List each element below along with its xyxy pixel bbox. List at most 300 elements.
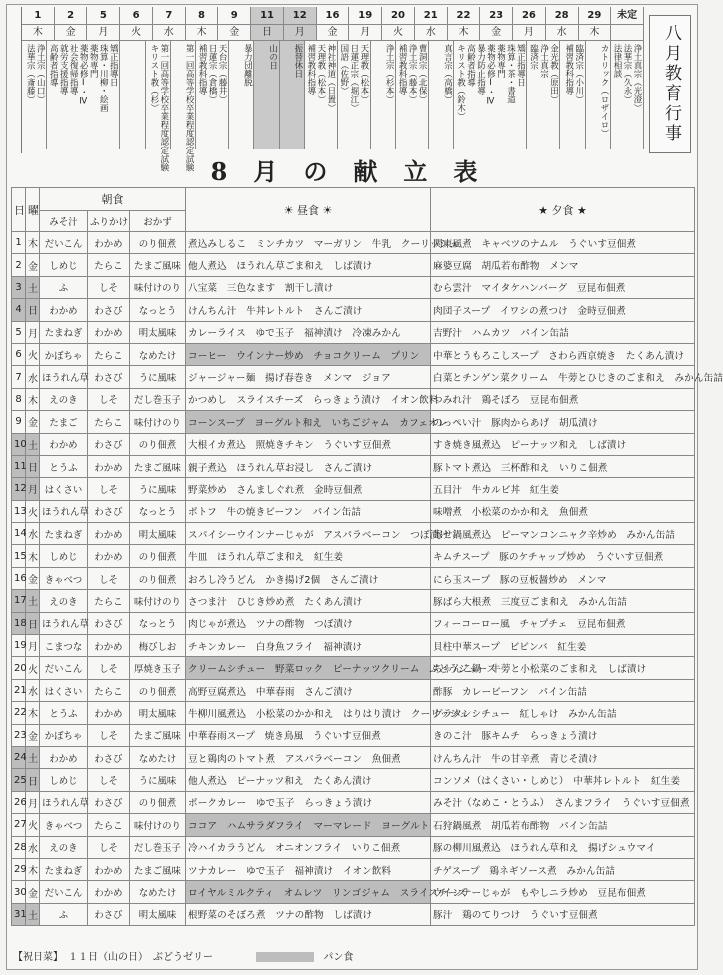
breakfast-furikake-cell: しそ — [88, 836, 130, 858]
lunch-cell: カレーライス ゆで玉子 福神漬け 冷凍みかん — [186, 321, 431, 343]
events-text: 第一回高等学校卒業程度認定試験 キリスト教（杉） — [146, 41, 171, 149]
day-cell: 7 — [12, 366, 26, 388]
breakfast-miso-cell: しめじ — [40, 254, 88, 276]
lunch-cell: 野菜炒め さんましぐれ煮 金時豆佃煮 — [186, 478, 431, 500]
weekday-cell: 月 — [26, 478, 40, 500]
events-text: 神社神道（日置） 天理教（松本） 補習教科指導 — [305, 41, 338, 149]
breakfast-side-cell: なっとう — [130, 299, 186, 321]
dinner-cell: 寄せ鍋風煮込 ピーマンコンニャク辛炒め みかん缶詰 — [431, 523, 695, 545]
lunch-cell: さつま汁 ひじき炒め煮 たくあん漬け — [186, 590, 431, 612]
events-weekday: 金 — [317, 25, 350, 41]
breakfast-miso-cell: えのき — [40, 590, 88, 612]
weekday-cell: 火 — [26, 657, 40, 679]
events-text: 矯正指導日 珠算・川柳・絵画 薬物専門 薬物必修Ⅰ・Ⅳ 社会復帰指導 就労支援指導 高齢者指導 — [47, 41, 120, 149]
menu-title: 8月の献立表 — [210, 157, 504, 186]
legend — [13, 949, 693, 967]
lunch-cell: ココア ハムサラダフライ マーマレード ヨーグルト — [186, 814, 431, 836]
menu-row — [12, 769, 695, 791]
menu-row — [12, 814, 695, 836]
weekday-cell: 木 — [26, 545, 40, 567]
events-weekday: 月 — [284, 25, 317, 41]
events-day: 23 — [480, 7, 513, 25]
events-weekday: 火 — [120, 25, 153, 41]
breakfast-furikake-cell: しそ — [88, 478, 130, 500]
events-weekday: 日 — [251, 25, 284, 41]
events-weekday-row — [22, 25, 644, 41]
weekday-cell: 金 — [26, 724, 40, 746]
breakfast-miso-cell: ほうれん草 — [40, 612, 88, 634]
menu-row — [12, 276, 695, 298]
day-cell: 31 — [12, 903, 26, 925]
breakfast-furikake-cell: たらこ — [88, 254, 130, 276]
day-cell: 28 — [12, 836, 26, 858]
weekday-cell: 木 — [26, 702, 40, 724]
events-text — [120, 41, 145, 149]
events-weekday: 火 — [382, 25, 415, 41]
menu-row — [12, 254, 695, 276]
weekday-cell: 火 — [26, 343, 40, 365]
menu-row — [12, 635, 695, 657]
events-day: 29 — [579, 7, 612, 25]
lunch-cell: 中華春雨スープ 焼き鳥風 うぐいす豆佃煮 — [186, 724, 431, 746]
day-cell: 27 — [12, 814, 26, 836]
breakfast-furikake-cell: わかめ — [88, 702, 130, 724]
breakfast-furikake-cell: たらこ — [88, 590, 130, 612]
dinner-cell: のっぺい汁 豚肉からあげ 胡瓜漬け — [431, 411, 695, 433]
lunch-cell: 大根イカ煮込 照焼きチキン うぐいす豆佃煮 — [186, 433, 431, 455]
day-cell: 18 — [12, 612, 26, 634]
dinner-cell: 麻婆豆腐 胡瓜若布酢物 メンマ — [431, 254, 695, 276]
events-weekday: 月 — [513, 25, 546, 41]
breakfast-miso-cell: えのき — [40, 836, 88, 858]
menu-row — [12, 791, 695, 813]
events-text: 山の日 — [254, 41, 279, 149]
day-cell: 1 — [12, 232, 26, 254]
breakfast-miso-cell: ほうれん草 — [40, 366, 88, 388]
menu-row — [12, 545, 695, 567]
breakfast-miso-cell: たまねぎ — [40, 321, 88, 343]
dinner-cell: 関東風煮 キャベツのナムル うぐいす豆佃煮 — [431, 232, 695, 254]
dinner-cell: ちゃんこ鍋 牛蒡と小松菜のごま和え しば漬け — [431, 657, 695, 679]
dinner-cell: むら雲汁 マイタケハンバーグ 豆昆布佃煮 — [431, 276, 695, 298]
breakfast-side-cell: なめたけ — [130, 881, 186, 903]
events-day: 12 — [284, 7, 317, 25]
breakfast-side-cell: 味付けのり — [130, 411, 186, 433]
day-cell: 3 — [12, 276, 26, 298]
breakfast-side-cell: 厚焼き玉子 — [130, 657, 186, 679]
menu-table — [11, 187, 723, 926]
menu-row — [12, 903, 695, 925]
events-text: 天台宗（藤井） 日蓮宗（倉橋） 補習教科指導 — [196, 41, 229, 149]
lunch-cell: 根野菜のそぼろ煮 ツナの酢物 しば漬け — [186, 903, 431, 925]
breakfast-side-cell: 味付けのり — [130, 276, 186, 298]
menu-sheet — [6, 4, 723, 970]
breakfast-furikake-cell: わさび — [88, 746, 130, 768]
breakfast-furikake-cell: しそ — [88, 276, 130, 298]
day-cell: 25 — [12, 769, 26, 791]
breakfast-furikake-cell: わかめ — [88, 455, 130, 477]
breakfast-side-cell: だし巻玉子 — [130, 836, 186, 858]
breakfast-furikake-cell: しそ — [88, 769, 130, 791]
dinner-cell: 中華とうもろこしスープ さわら西京焼き たくあん漬け — [431, 343, 695, 365]
menu-row — [12, 343, 695, 365]
breakfast-side-cell: 梅びしお — [130, 635, 186, 657]
events-day: 22 — [448, 7, 481, 25]
events-text: 浄土宗（山口） 法華宗（斎藤） — [22, 41, 47, 149]
events-day: 1 — [22, 7, 55, 25]
menu-row — [12, 881, 695, 903]
menu-row — [12, 836, 695, 858]
breakfast-side-cell: のり佃煮 — [130, 433, 186, 455]
events-text: 真言宗（高橋） — [429, 41, 454, 149]
breakfast-miso-cell: かぼちゃ — [40, 724, 88, 746]
weekday-cell: 土 — [26, 590, 40, 612]
menu-row — [12, 388, 695, 410]
lunch-cell: チキンカレー 白身魚フライ 福神漬け — [186, 635, 431, 657]
events-day-row — [22, 7, 644, 25]
breakfast-furikake-cell: しそ — [88, 657, 130, 679]
day-cell: 16 — [12, 567, 26, 589]
weekday-cell: 金 — [26, 881, 40, 903]
day-cell: 29 — [12, 858, 26, 880]
events-text: 曹洞宗（北保） 浄土宗（藤本） 補習教科指導 — [396, 41, 429, 149]
breakfast-miso-cell: たまねぎ — [40, 523, 88, 545]
breakfast-furikake-cell: わかめ — [88, 881, 130, 903]
breakfast-side-cell: なっとう — [130, 500, 186, 522]
lunch-cell: 牛皿 ほうれん草ごま和え 紅生姜 — [186, 545, 431, 567]
breakfast-side-cell: うに風味 — [130, 478, 186, 500]
breakfast-side-cell: のり佃煮 — [130, 791, 186, 813]
breakfast-miso-cell: とうふ — [40, 702, 88, 724]
events-weekday: 金 — [480, 25, 513, 41]
events-weekday: 金 — [218, 25, 251, 41]
events-text: 浄土真宗（光澄） 法華宗（久永） 法律相談 — [611, 41, 644, 149]
breakfast-side-cell: なめたけ — [130, 746, 186, 768]
breakfast-side-cell: のり佃煮 — [130, 232, 186, 254]
events-day: 11 — [251, 7, 284, 25]
menu-row — [12, 500, 695, 522]
day-cell: 13 — [12, 500, 26, 522]
lunch-cell: コーンスープ ヨーグルト和え いちごジャム カフェオレ — [186, 411, 431, 433]
day-cell: 19 — [12, 635, 26, 657]
events-text: 金光教（原田） 浄土真宗 臨済宗 — [527, 41, 560, 149]
dinner-cell: 白菜とチンゲン菜クリーム 牛蒡とひじきのごま和え みかん缶詰 — [431, 366, 695, 388]
day-cell: 8 — [12, 388, 26, 410]
dinner-cell: つみれ汁 鶏そぼろ 豆昆布佃煮 — [431, 388, 695, 410]
lunch-cell: ツナカレー ゆで玉子 福神漬け イオン飲料 — [186, 858, 431, 880]
header-weekday: 曜 — [26, 188, 40, 232]
events-weekday: 月 — [87, 25, 120, 41]
weekday-cell: 木 — [26, 232, 40, 254]
weekday-cell: 水 — [26, 366, 40, 388]
header-breakfast: 朝食 — [40, 188, 186, 211]
lunch-cell: ポトフ 牛の焼きビーフン パイン缶詰 — [186, 500, 431, 522]
menu-row — [12, 478, 695, 500]
weekday-cell: 土 — [26, 903, 40, 925]
breakfast-furikake-cell: たらこ — [88, 814, 130, 836]
breakfast-side-cell: 明太風味 — [130, 321, 186, 343]
dinner-cell: 豚の柳川風煮込 ほうれん草和え 揚げシュウマイ — [431, 836, 695, 858]
lunch-cell: 他人煮込 ピーナッツ和え たくあん漬け — [186, 769, 431, 791]
day-cell: 30 — [12, 881, 26, 903]
breakfast-side-cell: たまご風味 — [130, 254, 186, 276]
weekday-cell: 水 — [26, 679, 40, 701]
day-cell: 5 — [12, 321, 26, 343]
dinner-cell: すき焼き風煮込 ピーナッツ和え しば漬け — [431, 433, 695, 455]
day-cell: 9 — [12, 411, 26, 433]
breakfast-side-cell: 味付けのり — [130, 814, 186, 836]
lunch-cell: 肉じゃが煮込 ツナの酢物 つぼ漬け — [186, 612, 431, 634]
dinner-cell: にら玉スープ 豚の豆板醤炒め メンマ — [431, 567, 695, 589]
weekday-cell: 金 — [26, 411, 40, 433]
events-day: 8 — [186, 7, 219, 25]
breakfast-furikake-cell: わかめ — [88, 321, 130, 343]
menu-row — [12, 746, 695, 768]
breakfast-side-cell: なっとう — [130, 612, 186, 634]
lunch-cell: 親子煮込 ほうれん草お浸し さんご漬け — [186, 455, 431, 477]
day-cell: 11 — [12, 455, 26, 477]
events-day: 2 — [55, 7, 88, 25]
day-cell: 6 — [12, 343, 26, 365]
day-cell: 2 — [12, 254, 26, 276]
events-day: 6 — [120, 7, 153, 25]
events-weekday: 水 — [153, 25, 186, 41]
weekday-cell: 日 — [26, 299, 40, 321]
day-cell: 22 — [12, 702, 26, 724]
lunch-cell: 他人煮込 ほうれん草ごま和え しば漬け — [186, 254, 431, 276]
breakfast-miso-cell: だいこん — [40, 881, 88, 903]
lunch-cell: 牛柳川風煮込 小松菜のかか和え はりはり漬け クーリッシュ — [186, 702, 431, 724]
breakfast-side-cell: なめたけ — [130, 343, 186, 365]
breakfast-side-cell: だし巻玉子 — [130, 388, 186, 410]
weekday-cell: 月 — [26, 321, 40, 343]
events-weekday: 木 — [186, 25, 219, 41]
breakfast-furikake-cell: しそ — [88, 724, 130, 746]
lunch-cell: 八宝菜 三色なます 割干し漬け — [186, 276, 431, 298]
events-text: カトリック（ロザイロ） — [586, 41, 611, 149]
breakfast-furikake-cell: たらこ — [88, 411, 130, 433]
breakfast-side-cell: 明太風味 — [130, 523, 186, 545]
day-cell: 24 — [12, 746, 26, 768]
dinner-cell: コンソメ（はくさい・しめじ） 中華丼レトルト 紅生姜 — [431, 769, 695, 791]
weekday-cell: 火 — [26, 814, 40, 836]
breakfast-side-cell: うに風味 — [130, 366, 186, 388]
dinner-cell: ウインナーじゃが もやしニラ炒め 豆昆布佃煮 — [431, 881, 695, 903]
events-day: 28 — [546, 7, 579, 25]
bread-swatch — [256, 952, 314, 962]
dinner-cell: 味噌煮 小松菜のかか和え 魚佃煮 — [431, 500, 695, 522]
breakfast-furikake-cell: わかめ — [88, 858, 130, 880]
events-weekday: 木 — [448, 25, 481, 41]
breakfast-furikake-cell: わかめ — [88, 523, 130, 545]
weekday-cell: 日 — [26, 455, 40, 477]
breakfast-miso-cell: たまご — [40, 411, 88, 433]
events-day: 7 — [153, 7, 186, 25]
lunch-cell: 煮込みしるこ ミンチカツ マーガリン 牛乳 クーリッシュ — [186, 232, 431, 254]
events-day: 26 — [513, 7, 546, 25]
breakfast-furikake-cell: わかめ — [88, 232, 130, 254]
dinner-cell: 吉野汁 ハムカツ パイン缶詰 — [431, 321, 695, 343]
breakfast-furikake-cell: わかめ — [88, 545, 130, 567]
lunch-cell: スパイシーウインナーじゃが アスパラベーコン つぼ漬け — [186, 523, 431, 545]
events-day: 16 — [317, 7, 350, 25]
weekday-cell: 木 — [26, 388, 40, 410]
breakfast-furikake-cell: わさび — [88, 791, 130, 813]
breakfast-side-cell: 明太風味 — [130, 702, 186, 724]
lunch-cell: 高野豆腐煮込 中華春雨 さんご漬け — [186, 679, 431, 701]
breakfast-furikake-cell: たらこ — [88, 679, 130, 701]
events-day: 5 — [87, 7, 120, 25]
breakfast-miso-cell: しめじ — [40, 769, 88, 791]
dinner-cell: 豚ばら大根煮 三度豆ごま和え みかん缶詰 — [431, 590, 695, 612]
menu-row — [12, 724, 695, 746]
events-day: 19 — [349, 7, 382, 25]
breakfast-miso-cell: とうふ — [40, 455, 88, 477]
breakfast-furikake-cell: たらこ — [88, 343, 130, 365]
weekday-cell: 水 — [26, 523, 40, 545]
breakfast-miso-cell: かぼちゃ — [40, 343, 88, 365]
breakfast-side-cell: たまご風味 — [130, 455, 186, 477]
events-day: 21 — [415, 7, 448, 25]
breakfast-miso-cell: ふ — [40, 276, 88, 298]
menu-row — [12, 523, 695, 545]
weekday-cell: 土 — [26, 746, 40, 768]
dinner-cell: チゲスープ 鶏ネギソース煮 みかん缶詰 — [431, 858, 695, 880]
header-day: 日 — [12, 188, 26, 232]
breakfast-miso-cell: はくさい — [40, 679, 88, 701]
events-text: 臨済宗（小川） 補習教科指導 — [560, 41, 585, 149]
breakfast-miso-cell: きゃべつ — [40, 567, 88, 589]
bread-label: パン食 — [323, 952, 354, 963]
menu-row — [12, 232, 695, 254]
menu-row — [12, 321, 695, 343]
events-weekday: 金 — [55, 25, 88, 41]
breakfast-furikake-cell: わさび — [88, 500, 130, 522]
events-weekday: 木 — [22, 25, 55, 41]
breakfast-side-cell: 明太風味 — [130, 903, 186, 925]
breakfast-furikake-cell: しそ — [88, 388, 130, 410]
dinner-cell: 貝柱中華スープ ビビンバ 紅生姜 — [431, 635, 695, 657]
events-weekday: 水 — [415, 25, 448, 41]
events-text: 浄土宗（杉本） — [371, 41, 396, 149]
menu-row — [12, 366, 695, 388]
events-text: 矯正指導日 珠算・茶・書道 薬物専門 薬物必修Ⅰ・Ⅳ 暴力防止指導 高齢者指導 キリスト教（鈴木） — [454, 41, 527, 149]
breakfast-miso-cell: だいこん — [40, 657, 88, 679]
header-side-dish: おかず — [130, 211, 186, 232]
weekday-cell: 月 — [26, 635, 40, 657]
breakfast-side-cell: のり佃煮 — [130, 567, 186, 589]
dinner-cell: キムチスープ 豚のケチャップ炒め うぐいす豆佃煮 — [431, 545, 695, 567]
menu-row — [12, 299, 695, 321]
events-text: 第一回高等学校卒業程度認定試験 — [171, 41, 196, 149]
lunch-cell: ポークカレー ゆで玉子 らっきょう漬け — [186, 791, 431, 813]
lunch-cell: けんちん汁 牛丼レトルト さんご漬け — [186, 299, 431, 321]
events-text: 振替休日 — [280, 41, 305, 149]
lunch-cell: おろし冷うどん かき揚げ2個 さんご漬け — [186, 567, 431, 589]
lunch-cell: クリームシチュー 野菜ロック ピーナッツクリーム ぶどうジュース — [186, 657, 431, 679]
breakfast-miso-cell: しめじ — [40, 545, 88, 567]
menu-row — [12, 612, 695, 634]
menu-row — [12, 702, 695, 724]
dinner-cell: 酢豚 カレービーフン パイン缶詰 — [431, 679, 695, 701]
breakfast-miso-cell: えのき — [40, 388, 88, 410]
lunch-cell: ジャージャー麺 揚げ春巻き メンマ ジョア — [186, 366, 431, 388]
breakfast-miso-cell: わかめ — [40, 433, 88, 455]
dinner-cell: 肉団子スープ イワシの煮つけ 金時豆佃煮 — [431, 299, 695, 321]
breakfast-miso-cell: はくさい — [40, 478, 88, 500]
events-weekday: 木 — [579, 25, 612, 41]
weekday-cell: 金 — [26, 254, 40, 276]
day-cell: 4 — [12, 299, 26, 321]
breakfast-miso-cell: ふ — [40, 903, 88, 925]
dinner-cell: 豚トマト煮込 三杯酢和え いりこ佃煮 — [431, 455, 695, 477]
day-cell: 12 — [12, 478, 26, 500]
breakfast-miso-cell: ほうれん草 — [40, 500, 88, 522]
breakfast-miso-cell: こまつな — [40, 635, 88, 657]
breakfast-furikake-cell: わさび — [88, 612, 130, 634]
events-day: 未定 — [611, 7, 644, 25]
dinner-cell: きのこ汁 豚キムチ らっきょう漬け — [431, 724, 695, 746]
weekday-cell: 火 — [26, 500, 40, 522]
breakfast-miso-cell: だいこん — [40, 232, 88, 254]
weekday-cell: 水 — [26, 836, 40, 858]
lunch-cell: かつめし スライスチーズ らっきょう漬け イオン飲料 — [186, 388, 431, 410]
holiday-note: 【祝日菜】 １１日（山の日） ぶどうゼリー — [13, 952, 213, 963]
weekday-cell: 金 — [26, 567, 40, 589]
lunch-cell: 豆と鶏肉のトマト煮 アスパラベーコン 魚佃煮 — [186, 746, 431, 768]
day-cell: 20 — [12, 657, 26, 679]
header-furikake: ふりかけ — [88, 211, 130, 232]
weekday-cell: 土 — [26, 276, 40, 298]
header-lunch: ☀ 昼食 ☀ — [186, 188, 431, 232]
dinner-cell: みそ汁（なめこ・とうふ） さんまフライ うぐいす豆佃煮 — [431, 791, 695, 813]
breakfast-furikake-cell: わさび — [88, 903, 130, 925]
day-cell: 15 — [12, 545, 26, 567]
events-day: 9 — [218, 7, 251, 25]
header-dinner: ★ 夕食 ★ — [431, 188, 695, 232]
breakfast-furikake-cell: わさび — [88, 299, 130, 321]
events-title: 八月教育行事 — [649, 15, 691, 153]
menu-row — [12, 433, 695, 455]
day-cell: 17 — [12, 590, 26, 612]
breakfast-furikake-cell: しそ — [88, 567, 130, 589]
events-weekday: 水 — [546, 25, 579, 41]
breakfast-miso-cell: わかめ — [40, 299, 88, 321]
breakfast-side-cell: のり佃煮 — [130, 545, 186, 567]
weekday-cell: 日 — [26, 769, 40, 791]
breakfast-furikake-cell: わさび — [88, 366, 130, 388]
menu-row — [12, 455, 695, 477]
menu-row — [12, 567, 695, 589]
breakfast-miso-cell: わかめ — [40, 746, 88, 768]
events-weekday — [611, 25, 644, 41]
day-cell: 10 — [12, 433, 26, 455]
dinner-cell: けんちん汁 牛の甘辛煮 青じそ漬け — [431, 746, 695, 768]
events-day: 20 — [382, 7, 415, 25]
day-cell: 26 — [12, 791, 26, 813]
breakfast-furikake-cell: わさび — [88, 433, 130, 455]
weekday-cell: 土 — [26, 433, 40, 455]
dinner-cell: フィーコーロー風 チャプチェ 豆昆布佃煮 — [431, 612, 695, 634]
weekday-cell: 木 — [26, 858, 40, 880]
breakfast-furikake-cell: わかめ — [88, 635, 130, 657]
day-cell: 14 — [12, 523, 26, 545]
lunch-cell: 冷ハイカラうどん オニオンフライ いりこ佃煮 — [186, 836, 431, 858]
menu-row — [12, 590, 695, 612]
breakfast-side-cell: うに風味 — [130, 769, 186, 791]
breakfast-side-cell: たまご風味 — [130, 724, 186, 746]
dinner-cell: 豚汁 鶏のてりつけ うぐいす豆佃煮 — [431, 903, 695, 925]
